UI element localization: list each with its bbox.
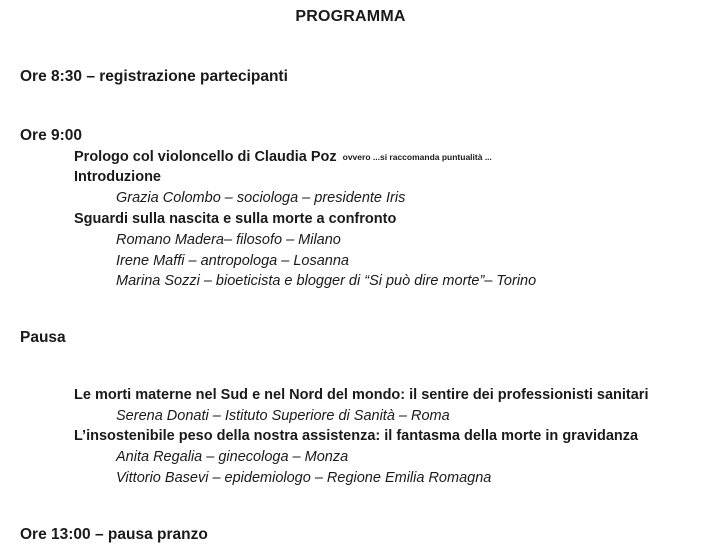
pause-label: Pausa	[20, 329, 66, 346]
prologue-title: Prologo col violoncello di Claudia Poz	[74, 149, 337, 165]
talk-heading-2: L’insostenibile peso della nostra assistenza: il fantasma della morte in gravidanza	[74, 428, 639, 444]
prologue-line	[74, 147, 492, 167]
speaker-sguardi-3: Marina Sozzi – bioeticista e blogger di “Si può dire morte”– Torino	[116, 273, 537, 289]
speaker-talk-1: Serena Donati – Istituto Superiore di Sanità – Roma	[116, 408, 450, 424]
registration-time: Ore 8:30 – registrazione partecipanti	[20, 68, 288, 85]
lunch-break: Ore 13:00 – pausa pranzo	[20, 526, 208, 543]
talk-heading-1: Le morti materne nel Sud e nel Nord del mondo: il sentire dei professionisti sanitari	[74, 387, 649, 403]
speaker-talk-2a: Anita Regalia – ginecologa – Monza	[116, 449, 349, 465]
session-time-9: Ore 9:00	[20, 127, 83, 144]
page-title: PROGRAMMA	[295, 8, 406, 25]
sguardi-heading: Sguardi sulla nascita e sulla morte a confronto	[74, 211, 397, 227]
speaker-talk-2b: Vittorio Basevi – epidemiologo – Regione Emilia Romagna	[116, 470, 492, 486]
speaker-sguardi-1: Romano Madera– filosofo – Milano	[116, 232, 341, 248]
intro-heading: Introduzione	[74, 169, 161, 185]
speaker-intro-1: Grazia Colombo – sociologa – presidente Iris	[116, 190, 406, 206]
speaker-sguardi-2: Irene Maffi – antropologa – Losanna	[116, 253, 349, 269]
prologue-note: ovvero ...si raccomanda puntualità ...	[342, 152, 492, 162]
